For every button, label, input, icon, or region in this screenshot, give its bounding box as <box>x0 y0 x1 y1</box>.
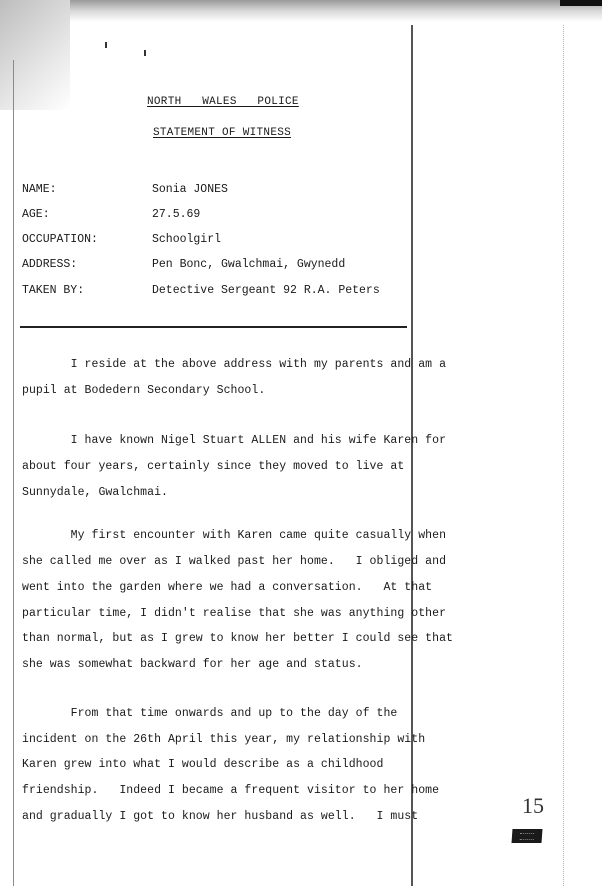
statement-line: Sunnydale, Gwalchmai. <box>22 486 168 499</box>
ink-speck <box>144 50 146 56</box>
statement-line: I reside at the above address with my parents and am a <box>22 358 447 371</box>
page-number: 15 <box>522 793 544 818</box>
section-divider <box>20 326 407 328</box>
name-label: NAME: <box>22 183 57 196</box>
agency-title: NORTH WALES POLICE <box>147 96 299 108</box>
statement-line: Karen grew into what I would describe as a childhood <box>22 758 384 771</box>
statement-line: than normal, but as I grew to know her better I could see that <box>22 632 453 645</box>
statement-line: went into the garden where we had a conversation. At that <box>22 581 433 594</box>
statement-line: From that time onwards and up to the day of the <box>22 707 398 720</box>
address-value: Pen Bonc, Gwalchmai, Gwynedd <box>152 258 346 271</box>
address-label: ADDRESS: <box>22 258 78 271</box>
right-margin-rule <box>411 25 413 886</box>
statement-line: she called me over as I walked past her home. I obliged and <box>22 555 447 568</box>
taken-by-label: TAKEN BY: <box>22 284 85 297</box>
taken-by-value: Detective Sergeant 92 R.A. Peters <box>152 284 380 297</box>
statement-line: friendship. Indeed I became a frequent visitor to her home <box>22 784 440 797</box>
occupation-label: OCCUPATION: <box>22 233 98 246</box>
name-value: Sonia JONES <box>152 183 228 196</box>
age-value: 27.5.69 <box>152 208 201 221</box>
age-label: AGE: <box>22 208 50 221</box>
statement-line: I have known Nigel Stuart ALLEN and his wife Karen for <box>22 434 447 447</box>
scan-folded-corner <box>0 0 70 110</box>
statement-line: particular time, I didn't realise that she was anything other <box>22 607 447 620</box>
left-margin-rule <box>13 60 14 886</box>
statement-line: she was somewhat backward for her age and status. <box>22 658 363 671</box>
perforation-line <box>563 25 564 886</box>
form-title: STATEMENT OF WITNESS <box>153 127 292 139</box>
statement-line: about four years, certainly since they moved to live at <box>22 460 405 473</box>
scan-shadow-top <box>0 0 602 22</box>
statement-line: and gradually I got to know her husband as well. I must <box>22 810 419 823</box>
ink-speck <box>105 42 107 48</box>
statement-line: My first encounter with Karen came quite casually when <box>22 529 447 542</box>
occupation-value: Schoolgirl <box>152 233 222 246</box>
statement-line: incident on the 26th April this year, my relationship with <box>22 733 426 746</box>
ink-stamp <box>512 829 543 843</box>
scan-edge-mark <box>560 0 602 6</box>
statement-line: pupil at Bodedern Secondary School. <box>22 384 266 397</box>
